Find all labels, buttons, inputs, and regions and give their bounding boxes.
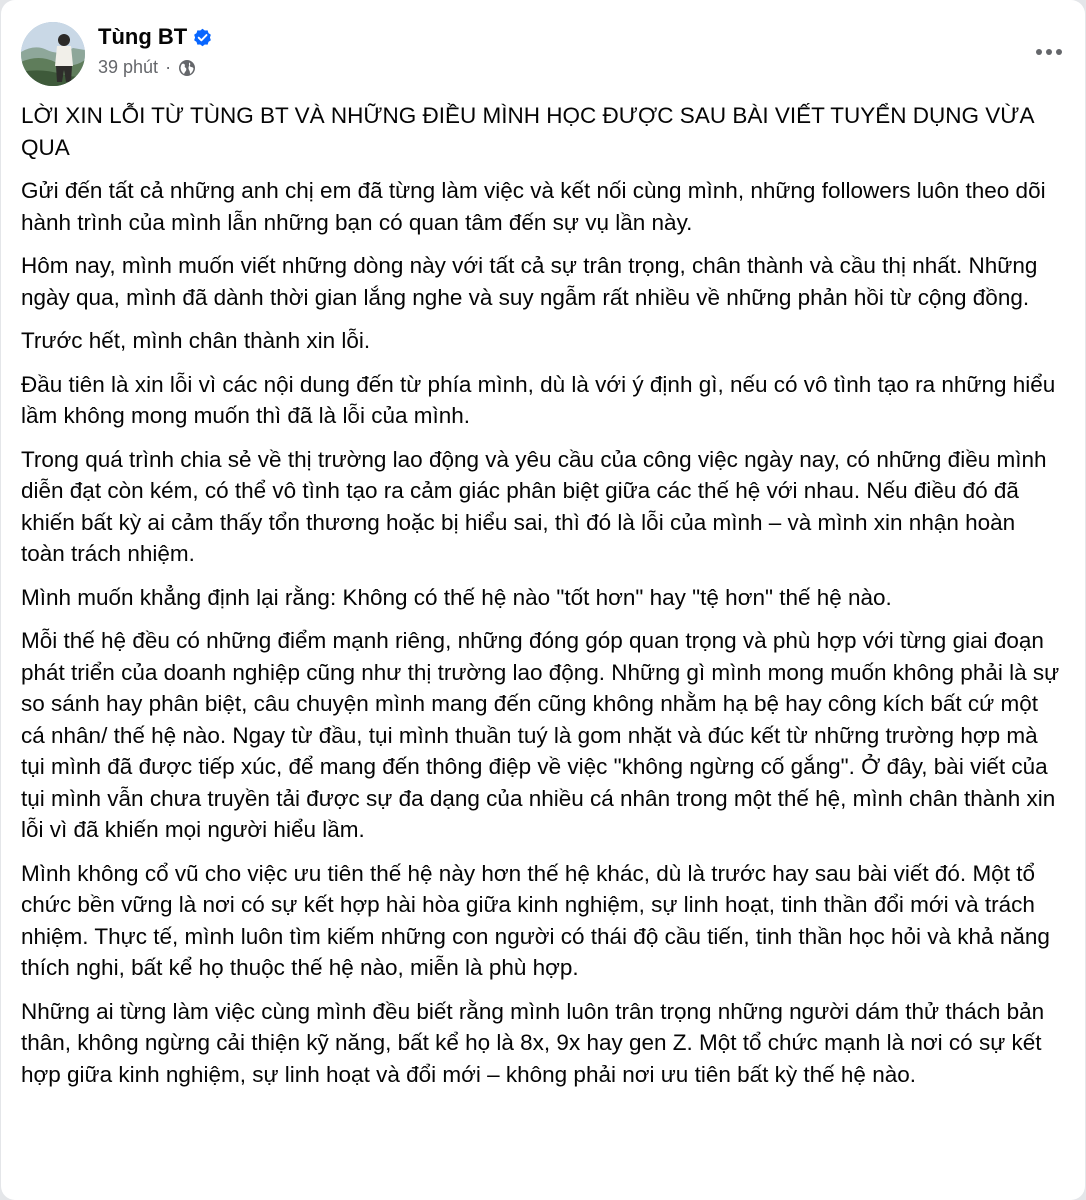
post-paragraph: Hôm nay, mình muốn viết những dòng này với tất cả sự trân trọng, chân thành và cầu thị nhất. Những ngày qua, mình đã dành thời gian lắng nghe và suy ngẫm rất nhiều về những phản hồi từ cộng đồng. — [21, 253, 1038, 310]
more-options-button[interactable] — [1029, 32, 1069, 72]
post-paragraph: Những ai từng làm việc cùng mình đều biết rằng mình luôn trân trọng những người dám thử thách bản thân, không ngừng cải thiện kỹ năng, bất kể họ là 8x, 9x hay gen Z. Một tổ chức mạnh là nơi có sự kết hợp giữa kinh nghiệm, sự linh hoạt và đổi mới – không phải nơi ưu tiên bất kỳ thế hệ nào. — [21, 998, 1045, 1087]
post-meta — [98, 57, 212, 78]
post-paragraph: Mình không cổ vũ cho việc ưu tiên thế hệ này hơn thế hệ khác, dù là trước hay sau bài viết đó. Một tổ chức bền vững là nơi có sự kết hợp hài hòa giữa kinh nghiệm, sự linh hoạt, tinh thần đổi mới và trách nhiệm. Thực tế, mình luôn tìm kiếm những con người có thái độ cầu tiến, tinh thần học hỏi và khả năng thích nghi, bất kể họ thuộc thế hệ nào, miễn là phù hợp. — [21, 860, 1050, 980]
post-paragraph: Mình muốn khẳng định lại rằng: Không có thế hệ nào "tốt hơn" hay "tệ hơn" thế hệ nào. — [21, 584, 892, 610]
more-horizontal-icon — [1035, 43, 1063, 61]
post-paragraph: Trước hết, mình chân thành xin lỗi. — [21, 328, 371, 353]
post-title: LỜI XIN LỖI TỪ TÙNG BT VÀ NHỮNG ĐIỀU MÌNH HỌC ĐƯỢC SAU BÀI VIẾT TUYỂN DỤNG VỪA QUA — [21, 103, 1034, 160]
author-block — [98, 24, 212, 78]
author-name[interactable]: Tùng BT — [98, 24, 188, 49]
author-line — [98, 24, 212, 50]
post-body — [1, 100, 1085, 1090]
post-timestamp[interactable]: 39 phút — [98, 57, 159, 77]
post-paragraph: Trong quá trình chia sẻ về thị trường lao động và yêu cầu của công việc ngày nay, có những điều mình diễn đạt còn kém, có thể vô tình tạo ra cảm giác phân biệt giữa các thế hệ với nhau. Nếu điều đó đã khiến bất kỳ ai cảm thấy tổn thương hoặc bị hiểu sai, thì đó là lỗi của mình – và mình xin nhận hoàn toàn trách nhiệm. — [21, 446, 1047, 566]
post-header — [1, 0, 1085, 100]
facebook-post — [1, 0, 1085, 1200]
post-paragraph: Mỗi thế hệ đều có những điểm mạnh riêng, những đóng góp quan trọng và phù hợp với từng giai đoạn phát triển của doanh nghiệp cũng như thị trường lao động. Những gì mình mong muốn không phải là sự so sánh hay phân biệt, câu chuyện mình mang đến cũng không nhằm hạ bệ hay công kích bất cứ một cá nhân/ thế hệ nào. Ngay từ đầu, tụi mình thuần tuý là gom nhặt và đúc kết từ những trường hợp mà tụi mình đã được tiếp xúc, để mang đến thông điệp về việc "không ngừng cố gắng". Ở đây, bài viết của tụi mình vẫn chưa truyền tải được sự đa dạng của nhiều cá nhân trong một thế hệ, mình chân thành xin lỗi vì đã khiến mọi người hiểu lầm. — [21, 628, 1060, 842]
author-avatar[interactable] — [21, 22, 85, 86]
post-paragraph: Gửi đến tất cả những anh chị em đã từng làm việc và kết nối cùng mình, những followers luôn theo dõi hành trình của mình lẫn những bạn có quan tâm đến sự vụ lần này. — [21, 178, 1046, 235]
post-paragraph: Đầu tiên là xin lỗi vì các nội dung đến từ phía mình, dù là với ý định gì, nếu có vô tình tạo ra những hiểu lầm không mong muốn thì đã là lỗi của mình. — [21, 371, 1056, 428]
verified-badge-icon — [193, 28, 212, 47]
globe-icon[interactable] — [178, 59, 196, 77]
avatar-image — [21, 22, 85, 86]
meta-separator: · — [165, 57, 172, 77]
